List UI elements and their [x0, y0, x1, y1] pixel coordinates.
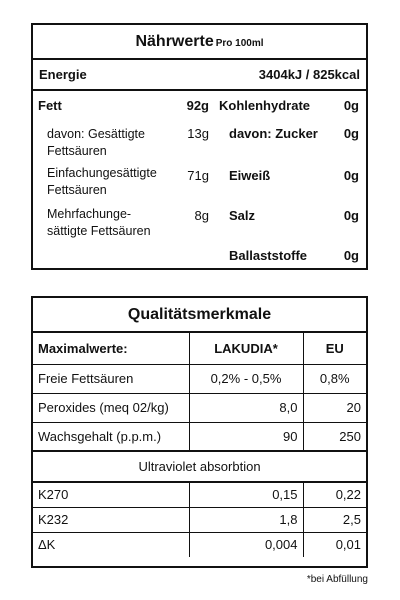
carbs-label: Kohlenhydrate [219, 98, 311, 113]
carbs-value: 0g [343, 98, 359, 113]
uv-section-label: Ultraviolet absorbtion [33, 451, 366, 482]
fiber-label: Ballaststoffe [229, 248, 308, 263]
nutrition-title-sub: Pro 100ml [215, 38, 264, 49]
fiber-value: 0g [343, 248, 359, 263]
quality-panel [31, 296, 368, 568]
header-cell: LAKUDIA* [189, 333, 303, 364]
row-value-lakudia: 1,8 [189, 507, 303, 532]
row-label: Freie Fettsäuren [33, 364, 189, 393]
table-row [33, 393, 366, 422]
row-value-lakudia: 0,004 [189, 532, 303, 557]
row-label: K270 [33, 482, 189, 507]
row-value-eu: 0,8% [303, 364, 366, 393]
poly-value: 8g [194, 208, 209, 223]
row-label: Peroxides (meq 02/kg) [33, 393, 189, 422]
energy-row [33, 60, 366, 91]
footnote: *bei Abfüllung [306, 574, 368, 585]
row-value-eu: 20 [303, 393, 366, 422]
protein-value: 0g [343, 168, 359, 183]
energy-value: 3404kJ / 825kcal [258, 67, 360, 82]
table-row [33, 482, 366, 507]
uv-section-row [33, 451, 366, 482]
poly-label: Mehrfachunge-sättigte Fettsäuren [47, 207, 151, 238]
table-row [33, 364, 366, 393]
quality-table [33, 333, 366, 557]
fat-label: Fett [38, 98, 62, 113]
header-cell: EU [303, 333, 366, 364]
saturated-label: davon: Gesättigte Fettsäuren [47, 127, 145, 158]
sugar-value: 0g [343, 126, 359, 141]
nutrition-title: Nährwerte [135, 33, 214, 50]
row-value-eu: 0,22 [303, 482, 366, 507]
row-label: ΔK [33, 532, 189, 557]
quality-title: Qualitätsmerkmale [33, 298, 366, 333]
row-value-lakudia: 0,15 [189, 482, 303, 507]
salt-value: 0g [343, 208, 359, 223]
row-value-lakudia: 0,2% - 0,5% [189, 364, 303, 393]
row-value-lakudia: 8,0 [189, 393, 303, 422]
fat-value: 92g [186, 98, 209, 113]
row-value-lakudia: 90 [189, 422, 303, 451]
row-label: Wachsgehalt (p.p.m.) [33, 422, 189, 451]
nutrition-panel [31, 23, 368, 270]
table-row [33, 532, 366, 557]
row-value-eu: 250 [303, 422, 366, 451]
quality-header-row [33, 333, 366, 364]
mono-value: 71g [187, 168, 209, 183]
mono-label: Einfachungesättigte Fettsäuren [47, 166, 157, 197]
row-value-eu: 2,5 [303, 507, 366, 532]
salt-label: Salz [229, 208, 256, 223]
header-cell: Maximalwerte: [33, 333, 189, 364]
table-row [33, 422, 366, 451]
table-row [33, 507, 366, 532]
row-label: K232 [33, 507, 189, 532]
protein-label: Eiweiß [229, 168, 271, 183]
sugar-label: davon: Zucker [229, 126, 318, 141]
saturated-value: 13g [187, 126, 209, 141]
nutrition-title-row [33, 25, 366, 60]
energy-label: Energie [39, 67, 87, 82]
row-value-eu: 0,01 [303, 532, 366, 557]
